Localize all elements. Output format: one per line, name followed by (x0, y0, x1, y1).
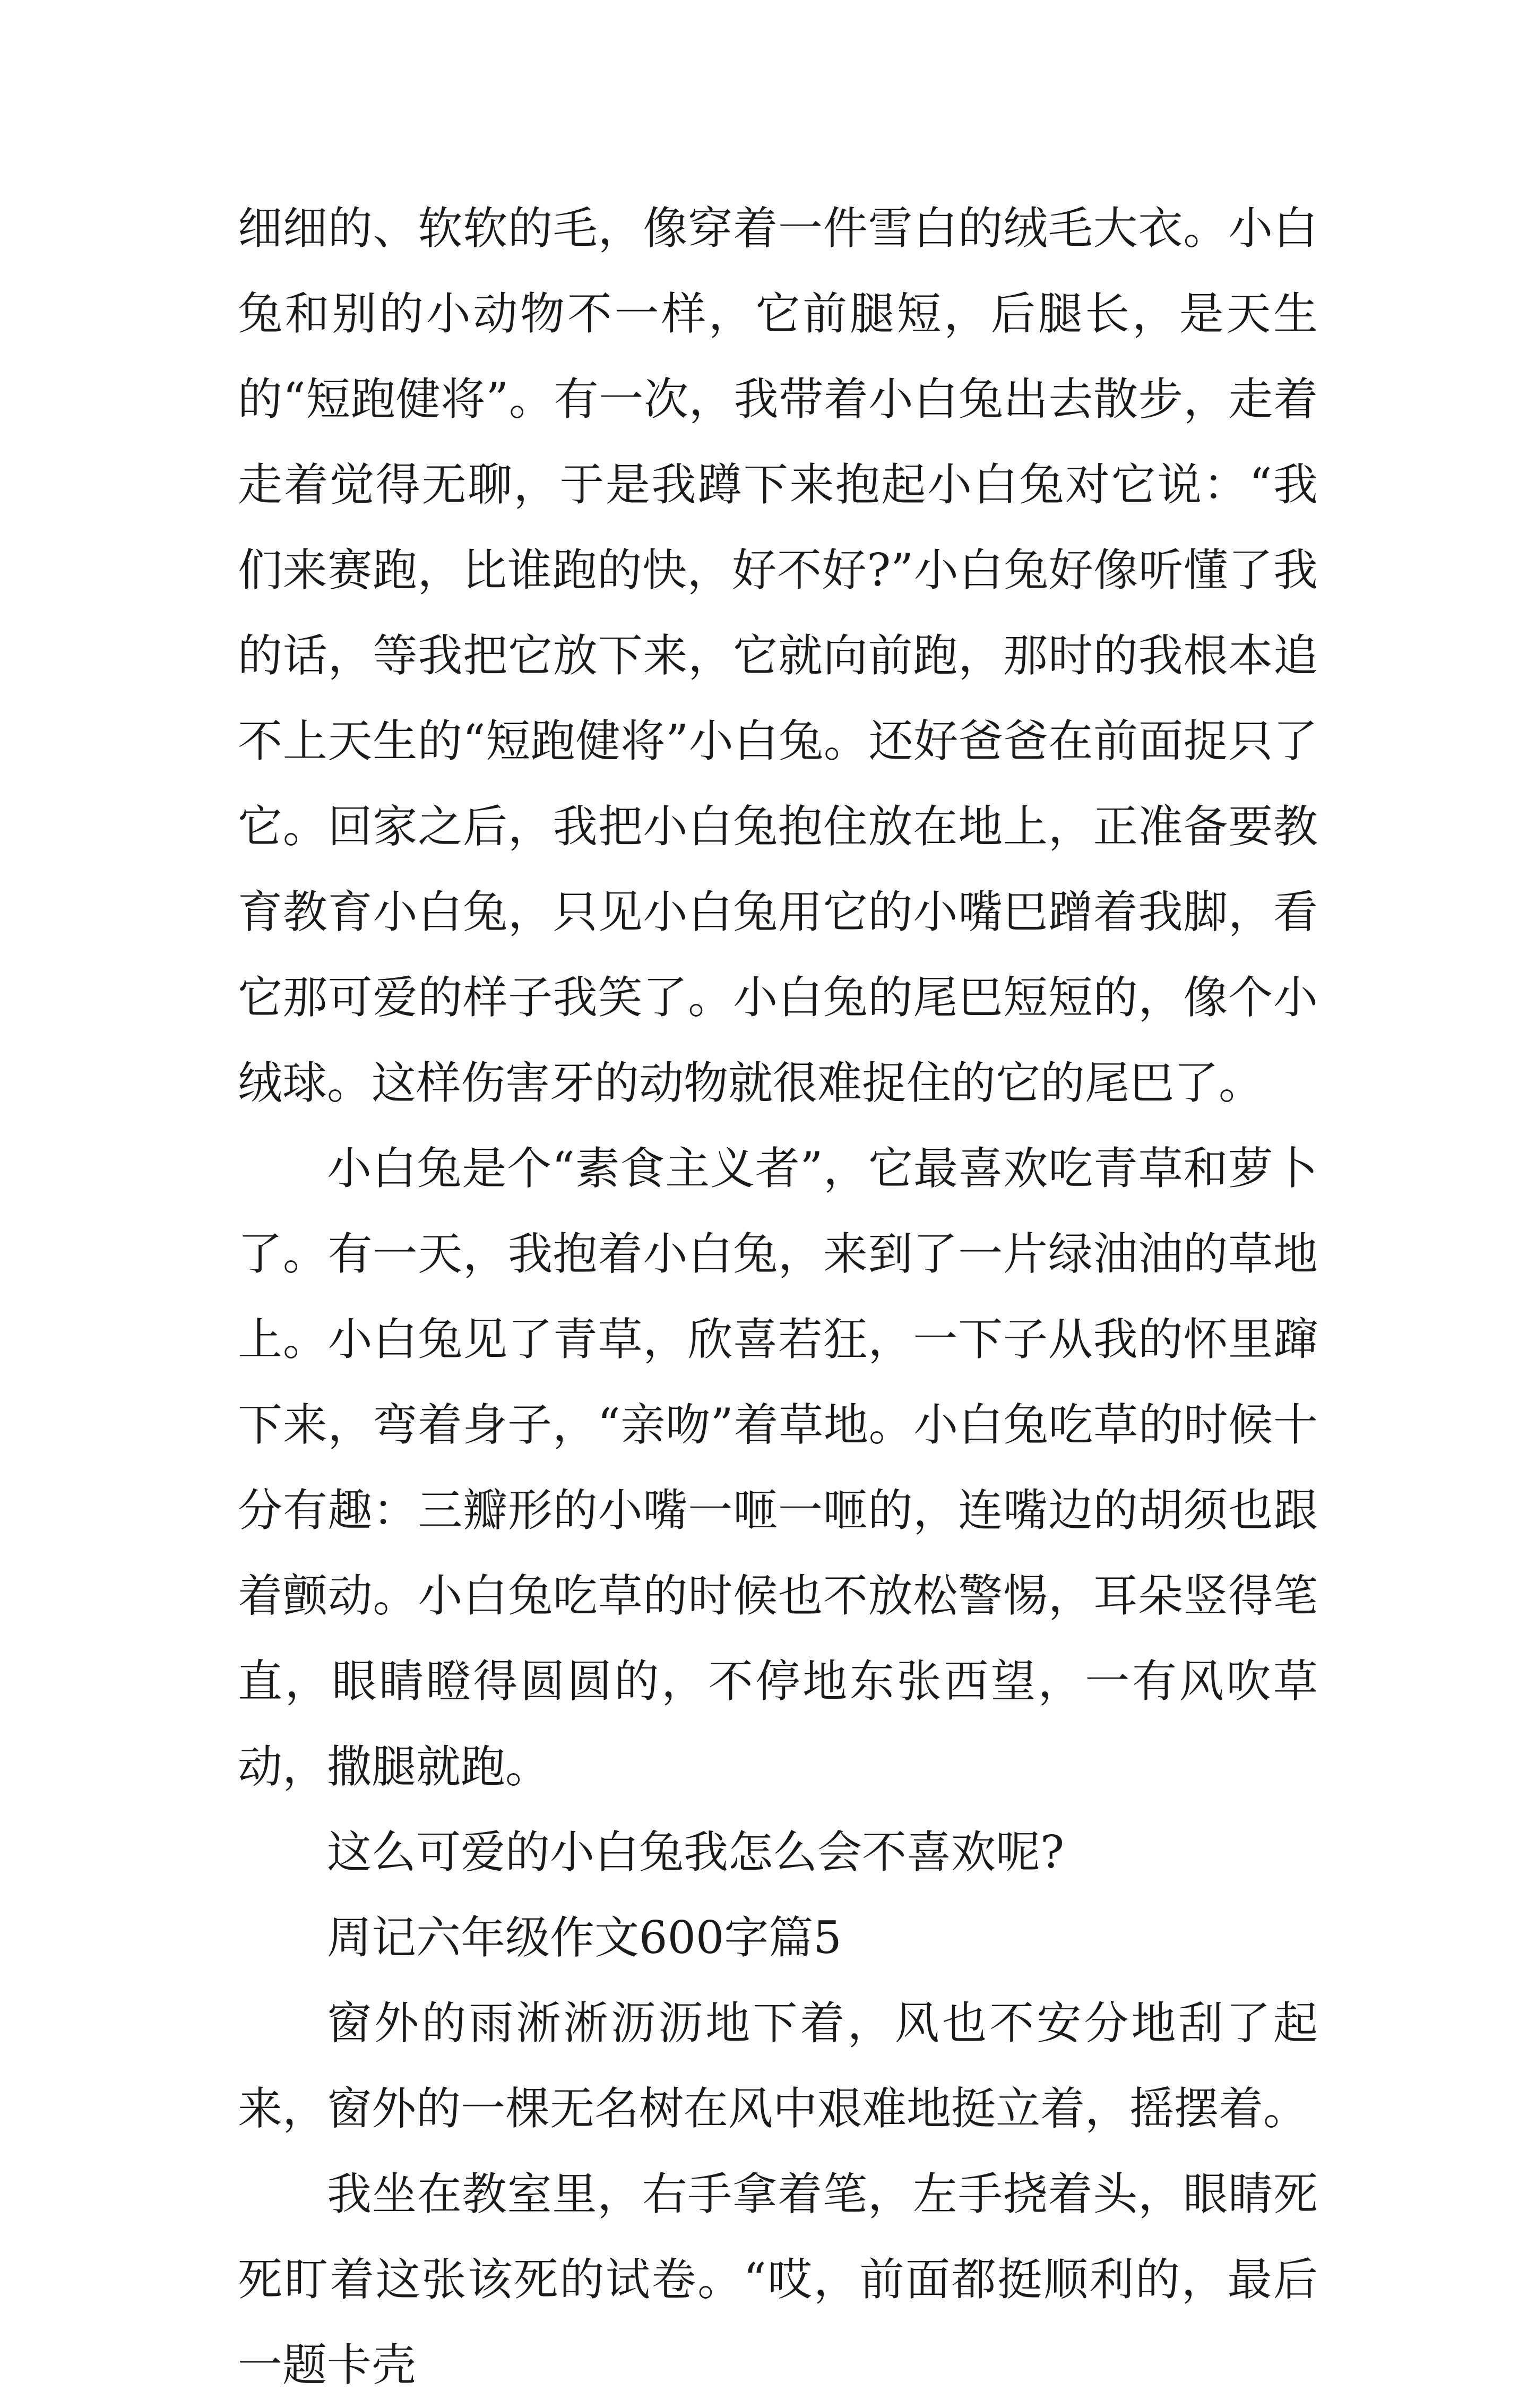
paragraph-rabbit-conclusion: 这么可爱的小白兔我怎么会不喜欢呢? (327, 1826, 1065, 1878)
paragraph-rain-window: 窗外的雨淅淅沥沥地下着，风也不安分地刮了起来，窗外的一棵无名树在风中艰难地挺立着，摇摆着。 (238, 1997, 1318, 2135)
document-body (238, 186, 1318, 2408)
paragraph-classroom-exam: 我坐在教室里，右手拿着笔，左手挠着头，眼睛死死盯着这张该死的试卷。“哎，前面都挺顺利的，最后一题卡壳 (238, 2168, 1318, 2391)
paragraph-rabbit-appearance: 细细的、软软的毛，像穿着一件雪白的绒毛大衣。小白兔和别的小动物不一样，它前腿短，后腿长，是天生的“短跑健将”。有一次，我带着小白兔出去散步，走着走着觉得无聊，于是我蹲下来抱起小白兔对它说：“我们来赛跑，比谁跑的快，好不好?”小白兔好像听懂了我的话，等我把它放下来，它就向前跑，那时的我根本追不上天生的“短跑健将”小白兔。还好爸爸在前面捉只了它。回家之后，我把小白兔抱住放在地上，正准备要教育教育小白兔，只见小白兔用它的小嘴巴蹭着我脚，看它那可爱的样子我笑了。小白兔的尾巴短短的，像个小绒球。这样伤害牙的动物就很难捉住的它的尾巴了。 (238, 202, 1318, 1109)
section-heading: 周记六年级作文600字篇5 (327, 1912, 842, 1964)
paragraph-rabbit-eating: 小白兔是个“素食主义者”，它最喜欢吃青草和萝卜了。有一天，我抱着小白兔，来到了一片绿油油的草地上。小白兔见了青草，欣喜若狂，一下子从我的怀里蹿下来，弯着身子，“亲吻”着草地。小白兔吃草的时候十分有趣：三瓣形的小嘴一咂一咂的，连嘴边的胡须也跟着颤动。小白兔吃草的时候也不放松警惕，耳朵竖得笔直，眼睛瞪得圆圆的，不停地东张西望，一有风吹草动，撒腿就跑。 (238, 1142, 1318, 1793)
